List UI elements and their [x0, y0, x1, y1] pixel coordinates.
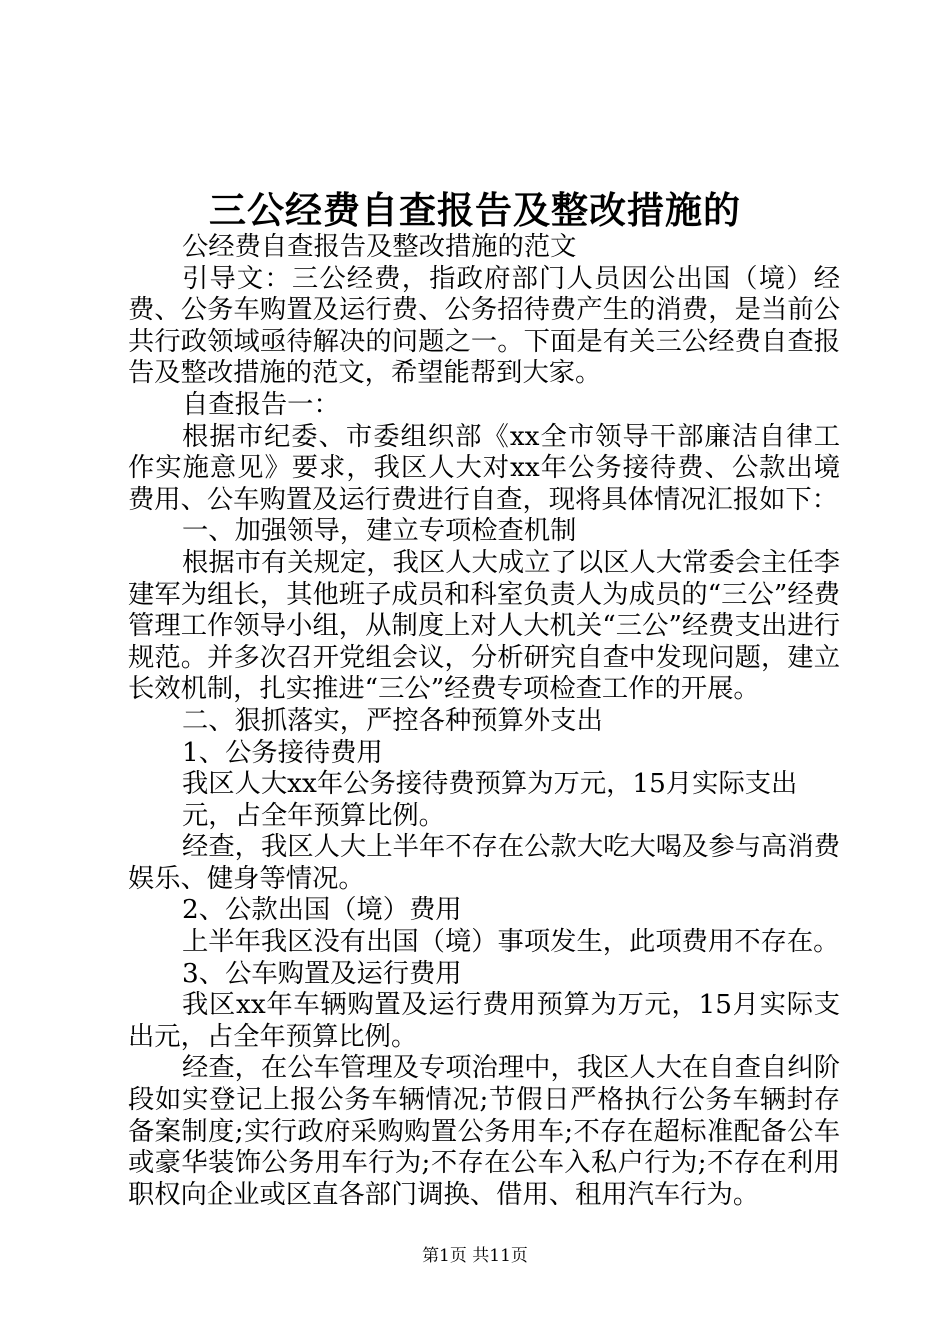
- paragraph: 根据市有关规定，我区人大成立了以区人大常委会主任李建军为组长，其他班子成员和科室负责人为成员的“三公”经费管理工作领导小组，从制度上对人大机关“三公”经费支出进行规范。并多次召开党组会议，分析研究自查中发现问题，建立长效机制，扎实推进“三公”经费专项检查工作的开展。: [128, 547, 840, 705]
- paragraph: 上半年我区没有出国（境）事项发生，此项费用不存在。: [182, 927, 840, 958]
- section-heading: 二、狠抓落实，严控各种预算外支出: [182, 705, 603, 736]
- subsection-heading: 3、公车购置及运行费用: [182, 958, 462, 989]
- section-heading: 一、加强领导，建立专项检查机制: [182, 516, 577, 547]
- paragraph: 自查报告一：: [182, 389, 340, 420]
- subsection-heading: 1、公务接待费用: [182, 737, 383, 768]
- paragraph: 我区xx年车辆购置及运行费用预算为万元，15月实际支出元，占全年预算比例。: [128, 990, 840, 1052]
- paragraph: 经查，我区人大上半年不存在公款大吃大喝及参与高消费娱乐、健身等情况。: [128, 832, 840, 894]
- paragraph: 元，占全年预算比例。: [182, 800, 445, 831]
- paragraph: 我区人大xx年公务接待费预算为万元，15月实际支出: [182, 769, 798, 800]
- document-title: 三公经费自查报告及整改措施的: [209, 188, 741, 232]
- paragraph: 引导文：三公经费，指政府部门人员因公出国（境）经费、公务车购置及运行费、公务招待费产生的消费，是当前公共行政领域亟待解决的问题之一。下面是有关三公经费自查报告及整改措施的范文，希望能帮到大家。: [128, 263, 840, 389]
- page-footer: 第1页 共11页: [422, 1246, 528, 1266]
- subsection-heading: 2、公款出国（境）费用: [182, 895, 462, 926]
- paragraph: 根据市纪委、市委组织部《xx全市领导干部廉洁自律工作实施意见》要求，我区人大对xx年公务接待费、公款出境费用、公车购置及运行费进行自查，现将具体情况汇报如下：: [128, 421, 840, 515]
- paragraph: 经查，在公车管理及专项治理中，我区人大在自查自纠阶段如实登记上报公务车辆情况;节假日严格执行公务车辆封存备案制度;实行政府采购购置公务用车;不存在超标准配备公车或豪华装饰公务用车行为;不存在公车入私户行为;不存在利用职权向企业或区直各部门调换、借用、租用汽车行为。: [128, 1053, 840, 1210]
- document-body: [128, 232, 840, 1211]
- paragraph: 公经费自查报告及整改措施的范文: [182, 232, 577, 262]
